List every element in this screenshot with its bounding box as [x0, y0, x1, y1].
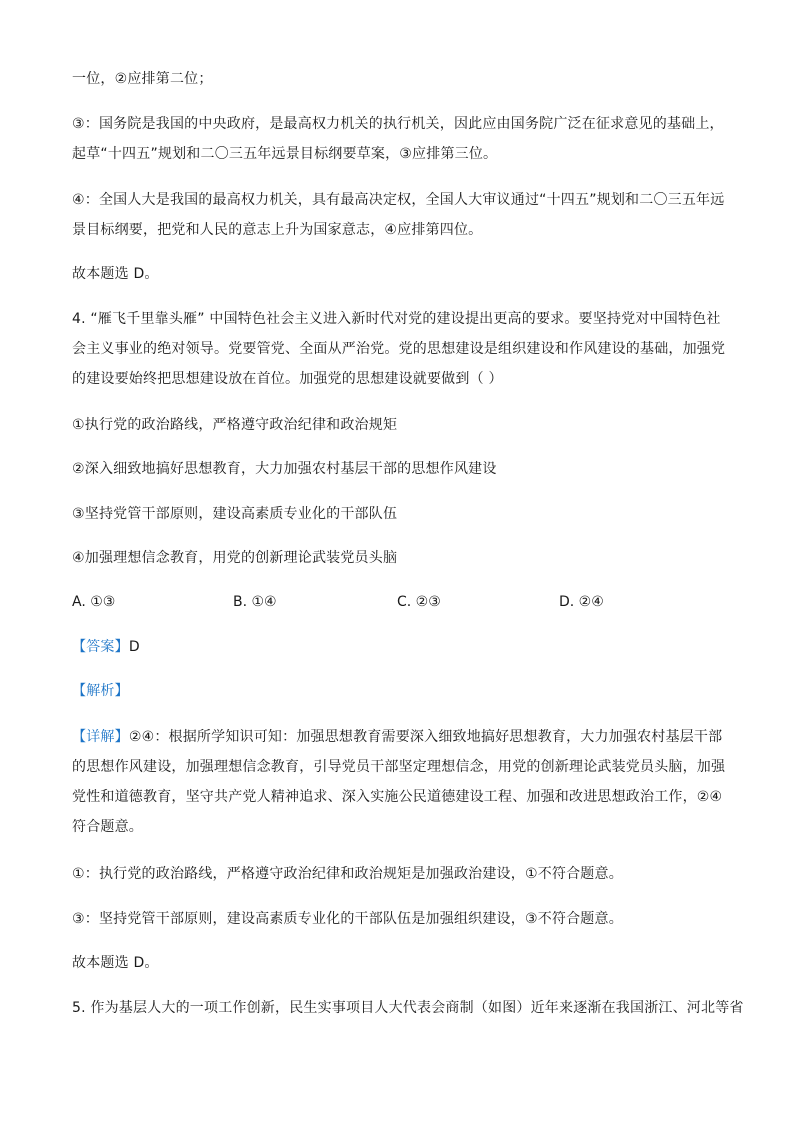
question-4-analysis-heading [72, 682, 732, 700]
question-4-detail-line3: 党性和道德教育，坚守共产党人精神追求、深入实施公民道德建设工程、加强和改进思想政治工作，②④ [72, 789, 723, 805]
analysis-point-4-line2: 景目标纲要，把党和人民的意志上升为国家意志，④应排第四位。 [72, 222, 483, 238]
question-4-note-3: ③：坚持党管干部原则，建设高素质专业化的干部队伍是加强组织建设，③不符合题意。 [72, 911, 623, 927]
q3-conclusion: 故本题选 D。 [72, 266, 159, 282]
question-4-item-2: ②深入细致地搞好思想教育，大力加强农村基层干部的思想作风建设 [72, 461, 497, 477]
question-4-item-3: ③坚持党管干部原则，建设高素质专业化的干部队伍 [72, 506, 398, 522]
question-4-item-4: ④加强理想信念教育，用党的创新理论武装党员头脑 [72, 550, 398, 566]
question-5-stem-line1: 5. 作为基层人大的一项工作创新，民生实事项目人大代表会商制（如图）近年来逐渐在我国浙江、河北等省 [72, 1000, 744, 1016]
q3-tail-line: 一位，②应排第二位； [72, 71, 213, 87]
question-4-stem-line1: 4. “雁飞千里靠头雁” 中国特色社会主义进入新时代对党的建设提出更高的要求。要坚持党对中国特色社 [72, 311, 721, 327]
question-4-detail-line2: 的思想作风建设，加强理想信念教育，引导党员干部坚定理想信念，用党的创新理论武装党员头脑，加强 [72, 759, 726, 775]
question-4-option-c: C. ②③ [397, 594, 441, 610]
question-4-answer [72, 638, 732, 656]
question-4-option-d: D. ②④ [559, 594, 604, 610]
question-4-detail-line4: 符合题意。 [72, 819, 143, 835]
question-4-stem-line3: 的建设要始终把思想建设放在首位。加强党的思想建设就要做到（ ） [72, 371, 503, 387]
answer-tag: 【答案】 [72, 639, 129, 655]
question-4-option-b: B. ①④ [233, 594, 277, 610]
question-4-stem-line2: 会主义事业的绝对领导。党要管党、全面从严治党。党的思想建设是组织建设和作风建设的基础，加强党 [72, 341, 726, 357]
analysis-point-4-line1: ④：全国人大是我国的最高权力机关，具有最高决定权，全国人大审议通过“十四五”规划和二〇三五年远 [72, 192, 725, 208]
question-4-note-1: ①：执行党的政治路线，严格遵守政治纪律和政治规矩是加强政治建设，①不符合题意。 [72, 866, 623, 882]
analysis-tag: 【解析】 [72, 683, 129, 699]
analysis-point-3-line2: 起草“十四五”规划和二〇三五年远景目标纲要草案，③应排第三位。 [72, 146, 498, 162]
question-4-item-1: ①执行党的政治路线，严格遵守政治纪律和政治规矩 [72, 417, 398, 433]
question-4-conclusion: 故本题选 D。 [72, 955, 159, 971]
answer-value: D [128, 639, 140, 655]
detail-tag: 【详解】 [72, 729, 129, 745]
question-4-detail-line1 [72, 728, 732, 746]
analysis-point-3-line1: ③：国务院是我国的中央政府，是最高权力机关的执行机关，因此应由国务院广泛在征求意见的基础上， [72, 116, 724, 132]
detail-text-line1: ②④：根据所学知识可知：加强思想教育需要深入细致地搞好思想教育，大力加强农村基层干部 [128, 729, 723, 745]
question-4-option-a: A. ①③ [72, 594, 116, 610]
